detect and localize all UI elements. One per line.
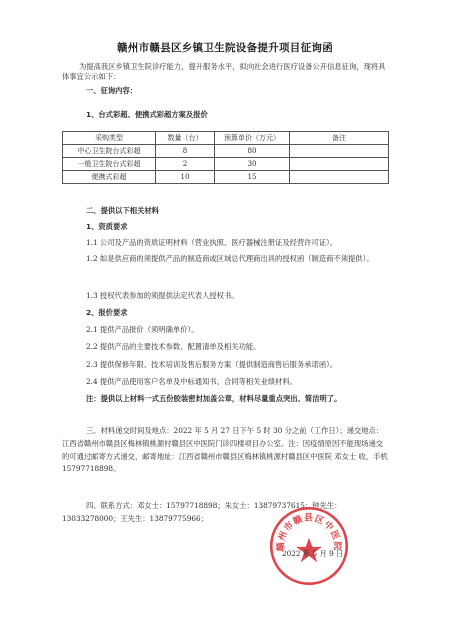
item-2-3: 2.3 提供保修年限、技术培训及售后服务方案（提供制造商售后服务承诺函）。 [86, 360, 338, 369]
table-cell: 80 [215, 145, 290, 158]
table-cell [290, 145, 389, 158]
section-3-paragraph: 三、材料递交时间及地点：2022 年 5 月 27 日下午 5 时 30 分之前（工作日）；递交地点：江西省赣州市赣县区梅林镇桃源村赣县区中医院门诊四楼项目办公室。注：因疫情原因不能现场递交的可通过邮寄方式递交，邮寄地址：江西省赣州市赣县区梅林镇桃源村赣县区中医院 邓女士 收，手机 15797718898。 [62, 426, 388, 474]
table-cell: 一般卫生院台式彩超 [63, 158, 156, 171]
table-header-cell: 预算单价（万元） [215, 132, 290, 145]
section-2-2-heading: 2、报价要求 [86, 308, 128, 317]
table-cell [290, 158, 389, 171]
item-2-1: 2.1 提供产品报价（须明确单价）。 [86, 325, 199, 334]
table-row [63, 158, 389, 171]
note-paragraph: 注：提供以上材料一式五份胶装密封加盖公章，材料尽量重点突出、简洁明了。 [86, 394, 342, 403]
item-2-2: 2.2 提供产品的主要技术参数、配置清单及相关功能。 [86, 342, 261, 351]
table-cell: 中心卫生院台式彩超 [63, 145, 156, 158]
table-cell [290, 171, 389, 184]
table-cell: 8 [156, 145, 215, 158]
item-1-3: 1.3 授权代表参加的须提供法定代表人授权书。 [86, 291, 239, 300]
svg-text:赣州市赣县区中医院: 赣州市赣县区中医院 [276, 513, 342, 552]
table-row [63, 145, 389, 158]
table-header-cell: 数量（台） [156, 132, 215, 145]
table-cell: 便携式彩超 [63, 171, 156, 184]
document-title: 赣州市赣县区乡镇卫生院设备提升项目征询函 [117, 42, 333, 54]
section-2-heading: 二、提供以下相关材料 [86, 206, 159, 215]
section-2-1-heading: 1、资质要求 [86, 222, 128, 231]
table-cell: 30 [215, 158, 290, 171]
section-1-1-heading: 1、台式彩超、便携式彩超方案及报价 [86, 110, 208, 119]
official-seal-icon [268, 505, 350, 587]
section-4-paragraph: 四、联系方式：邓女士：15797718898；朱女士：13879737615；钟先生：13033278000；王先生：13879775966； [62, 501, 342, 523]
table-header-cell: 备注 [290, 132, 389, 145]
document-date: 2022 年 5 月 9 日 [282, 549, 344, 558]
section-1-heading: 一、征询内容： [86, 86, 138, 95]
item-1-1: 1.1 公司及产品的资质证明材料（营业执照、医疗器械注册证及经营许可证）。 [86, 238, 338, 247]
item-1-2: 1.2 如是供应商的须提供产品的制造商或区域总代理商出具的授权函（制造商不须提供）。 [86, 254, 374, 263]
table-cell: 15 [215, 171, 290, 184]
item-2-4: 2.4 提供产品使用客户名单及中标通知书、合同等相关业绩材料。 [86, 377, 297, 386]
intro-paragraph: 为提高我区乡镇卫生院诊疗能力，提升服务水平，拟向社会进行医疗设备公开信息征询，现将具体事宜公示如下： [62, 62, 386, 81]
quote-table [62, 131, 389, 184]
table-header-row [63, 132, 389, 145]
table-cell: 10 [156, 171, 215, 184]
table-cell: 2 [156, 158, 215, 171]
table-row [63, 171, 389, 184]
table-header-cell: 采购类型 [63, 132, 156, 145]
